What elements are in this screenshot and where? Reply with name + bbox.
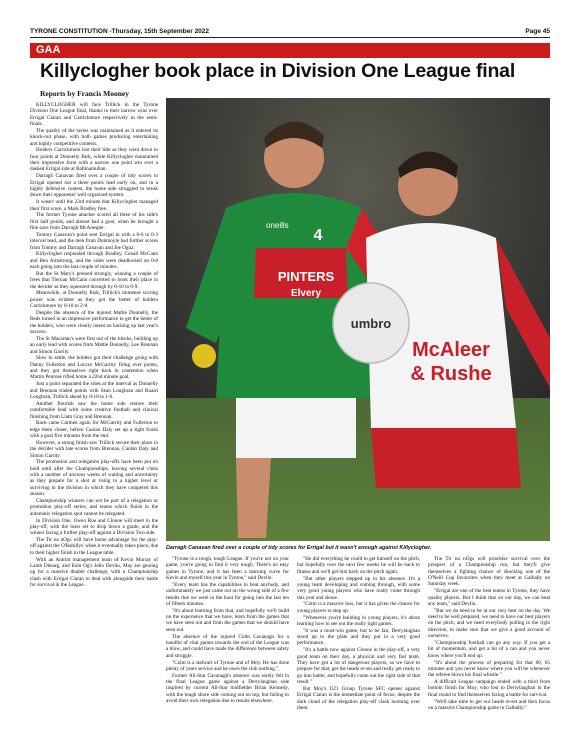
paragraph: "Tyrone is a tough, tough League. If you're not on your game, you're going to find it very tough. There's no easy games in Tyrone, and it has been a learning curve for Kevin and myself this year in Tyrone," said Devlin. xyxy=(166,556,289,582)
article-column-b xyxy=(297,556,420,716)
paragraph: The absence of the injured Colm Cavanagh for a handful of vital games towards the end of the League was a blow, and could have made the difference between safety and struggle. xyxy=(166,633,289,659)
paragraph: "He did everything he could to get himself on the pitch, but hopefully over the next few weeks he will be back to fitness and we'll get him back on the pitch again. xyxy=(297,556,420,575)
section-label: GAA xyxy=(36,44,61,56)
football xyxy=(333,283,409,363)
page-number: Page 45 xyxy=(525,28,550,35)
paragraph: Former All-Star Cavanagh's absence was sorely felt in the final League game against a Derrylaughan side inspired by current All-Star midfielder Brian Kennedy, with the tough shore side coming out on top, but failing to avoid their own relegation due to results elsewhere. xyxy=(166,672,289,705)
paragraph: "It's about the process of preparing for that 60, 65 minutes and you never know where you will be whenever the referee blows his final whistle." xyxy=(428,659,550,679)
photo-illustration xyxy=(166,98,550,541)
byline: Reports by Francis Mooney xyxy=(40,89,129,98)
article-column-left xyxy=(30,102,158,712)
paragraph: The promotion and relegation play-offs have been put on hold until after the Championships, leaving several clubs with a number of anxious weeks of waiting and uncertainty as they prepare for a shot at rising to a higher level or surviving in the division in which they have competed this season. xyxy=(30,459,158,498)
paragraph: In Division One, Owen Roe and Clonoe will meet in the play-off, with the loser set to drop down a grade, and the winner facing a further play-off against a Division Two side. xyxy=(30,517,158,537)
paragraph: "It's a battle now against Clonoe in the play-off, a very good team on their day, a physical and very fast team. They have got a lot of dangerous players, so we have to prepare for that, get the heads re-set and really get ready to go into battle, and hopefully come out the right side of that result." xyxy=(297,647,420,686)
paragraph: But Moy's U21 Group Tyrone SFC opener against Errigal Ciaran is the immediate point of focus, despite the dark cloud of the relegation play-off clash looming over them. xyxy=(297,685,420,711)
paragraph: "Colm is a massive loss, but it has given the chance for young players to step up. xyxy=(297,601,420,614)
paragraph: "Errigal are one of the best teams in Tyrone, they have quality players. But I think that on our day, we can beat any team," said Devlin. xyxy=(428,588,550,607)
headline: Killyclogher book place in Division One League final xyxy=(40,60,516,82)
player-left-leg xyxy=(236,458,271,538)
player-left-shorts xyxy=(236,398,356,458)
paragraph: "Whenever you're building in young players, it's about learning how to see out the really tight games. xyxy=(297,614,420,627)
article-column-a xyxy=(166,556,289,716)
paragraph: With an Antrim management team of Kevin Murray of Lamh Dhearg, and Eoin Og's John Devlin, May are gearing up for a massive double challenge, with a Championship clash with Errigal Ciaran to deal with alongside their battle for survival in the League. xyxy=(30,556,158,588)
paragraph: Championship winners can not be part of a relegation or promotion play-off series, and teams which finish in the automatic relegation spot cannot be relegated. xyxy=(30,497,158,517)
paragraph: But the St Mary's pressed strongly, winning a couple of frees that Tiernan McCann converted to book their place in the decider as they squeezed through by 0-10 to 0-9. xyxy=(30,270,158,290)
ball-text: umbro xyxy=(350,316,392,331)
article-column-c xyxy=(428,556,550,716)
section-band xyxy=(30,43,550,58)
sponsor-line1: McAleer xyxy=(412,339,490,361)
paragraph: "Championship football can go any way. If you get a bit of momentum, and get a bit of a run and you never know where you'll end up. xyxy=(428,639,550,659)
player-right-shorts xyxy=(371,428,521,488)
paragraph: It wasn't until the 23rd minute that Killyclogher managed their first score, a Mark Bradley free. xyxy=(30,199,158,212)
jersey-text-left2: Elvery xyxy=(290,288,322,299)
match-photo xyxy=(166,98,550,541)
photo-caption: Darragh Canavan fired over a couple of tidy scores for Errigal but it wasn't enough against Killyclogher. xyxy=(166,545,432,551)
paragraph: "Every team has the capabilities to beat anybody, and unfortunately we just came out on the wrong side of a few results that we were in the hunt for going into the last ten of fifteen minutes. xyxy=(166,581,289,607)
paragraph: The St Macartan's were first out of the blocks, building up an early lead with scores from Mattie Donnelly, Lee Brennan and Simon Garrity. xyxy=(30,335,158,355)
paragraph: KILLYCLOGHER will face Trillick in the Tyrone Division One League final, thanks to their narrow wins over Errigal Ciaran and Carrickmore respectively in the semi-finals. xyxy=(30,102,158,128)
paragraph: Slow to settle, the holders got their challenge going with Danny Fullerton and Lorcan McGarrity firing over points, and they got themselves right back in contention when Martin Penrose rifled home a 22nd minute goal. xyxy=(30,355,158,381)
paragraph: Another flourish saw the home side restore their comfortable lead with some creative football and clinical finishing from Liam Gray and Brennan. xyxy=(30,400,158,420)
paragraph: The Tir na nOgs will have home advantage for the play-off against the O'Rahillys' when it eventually takes place, due to their higher finish in the League table. xyxy=(30,537,158,556)
paragraph: Holders Carrickmore lost their title as they went down to four points at Donnelly Park, while Killyclogher maintained their impressive form with a narrow one point win over a dashed Errigal side at Ballinamullan. xyxy=(30,147,158,173)
publication-line: TYRONE CONSTITUTION -Thursday, 15th September 2022 xyxy=(30,28,210,35)
paragraph: However, a strong finish saw Trillick secure their place in the decider with late scores from Brennan, Caolan Daly and Simon Garrity. xyxy=(30,439,158,459)
sponsor-line2: & Rushe xyxy=(410,363,492,385)
page-header xyxy=(30,26,550,38)
paragraph: Despite the absence of the injured Mattie Donnelly, the Reds turned in an impressive performance to get the better of the holders, who were clearly intent on backing up last year's success. xyxy=(30,310,158,336)
jersey-number: 4 xyxy=(313,227,323,244)
paragraph: Darragh Canavan fired over a couple of tidy scores to Errigal opened out a three points lead early on, and in a highly defensive contest, the home side struggled to break down their opponents' well organised system. xyxy=(30,173,158,199)
paragraph: "It's about learning from that, and hopefully we'll build on the experience that we have, learn from the games that we have seen out and from the games that we should have seen out. xyxy=(166,607,289,633)
paragraph: "Colm is a stalwart of Tyrone and of Moy. He has done plenty of years service and he owes the club nothing." xyxy=(166,659,289,672)
paragraph: Meanwhile, at Donnelly Park, Trillick's immense scoring power was evident as they got the better of holders Carrickmore by 0-18 to 2-8. xyxy=(30,290,158,310)
paragraph: The quality of the series was maintained as it entered its knock-out phase, with both games producing entertaining and highly competitive contests. xyxy=(30,127,158,147)
paragraph: Just a point separated the sides at the interval as Donnelly and Brennan traded points with Sean Loughran and Ruairi Loughran, Trillick ahead by 0-10 to 1-6. xyxy=(30,381,158,400)
paragraph: "But other players stepped up in his absence. It's a young team developing and coming through, with some very good young players who have really come through this year and shone. xyxy=(297,575,420,601)
paragraph: Killyclogher responded through Bradley, Conall McCann and Ben Armstrong, and the sides were deadlocked on 0-8 each going into the last couple of minutes. xyxy=(30,251,158,271)
paragraph: "We'll take time to get our heads re-set and then focus on a massive Championship game in Galbally." xyxy=(428,698,550,711)
paragraph: "But we do need to be at our very best on the day. We need to be well prepared, we need to have our best players on the pitch, and we need everybody pulling in the right direction, to make sure that we give a good account of ourselves. xyxy=(428,607,550,640)
paragraph: Tommy Canavan's point sent Errigal in with a 0-6 to 0-3 interval lead, and the men from Dunmoyle had further scores from Tommy and Darragh Canavan and Joe Oguz. xyxy=(30,231,158,251)
paragraph: A difficult League campaign ended with a third from bottom finish for Moy, who lost to Derrylaughan in the final round to find themselves facing a battle for survival. xyxy=(428,679,550,698)
jersey-text-left: PINTERS xyxy=(277,269,335,284)
paragraph: Back came Carmen again for McGarrity and Fullerton to edge them closer, before Caolan Daly set up a tight finish with a goal five minutes from the end. xyxy=(30,420,158,440)
paragraph: "It was a must-win game, but to be fair, Derrylaughan stood up to the plate and they put in a very good performance. xyxy=(297,627,420,647)
paragraph: The former Tyrone attacker scored all three of his side's first half points, and almost had a goal, when he brought a fine save from Darragh McAnespie. xyxy=(30,212,158,232)
paragraph: The Tir na nOgs will prioritise survival over the prospect of a Championship run, but they'll give themselves a fighting chance of shocking one of the O'Neill Cup favourites when they meet at Galbally on Saturday week. xyxy=(428,556,550,588)
player-left-glove xyxy=(192,344,216,368)
jersey-brand: oneills xyxy=(266,221,289,230)
